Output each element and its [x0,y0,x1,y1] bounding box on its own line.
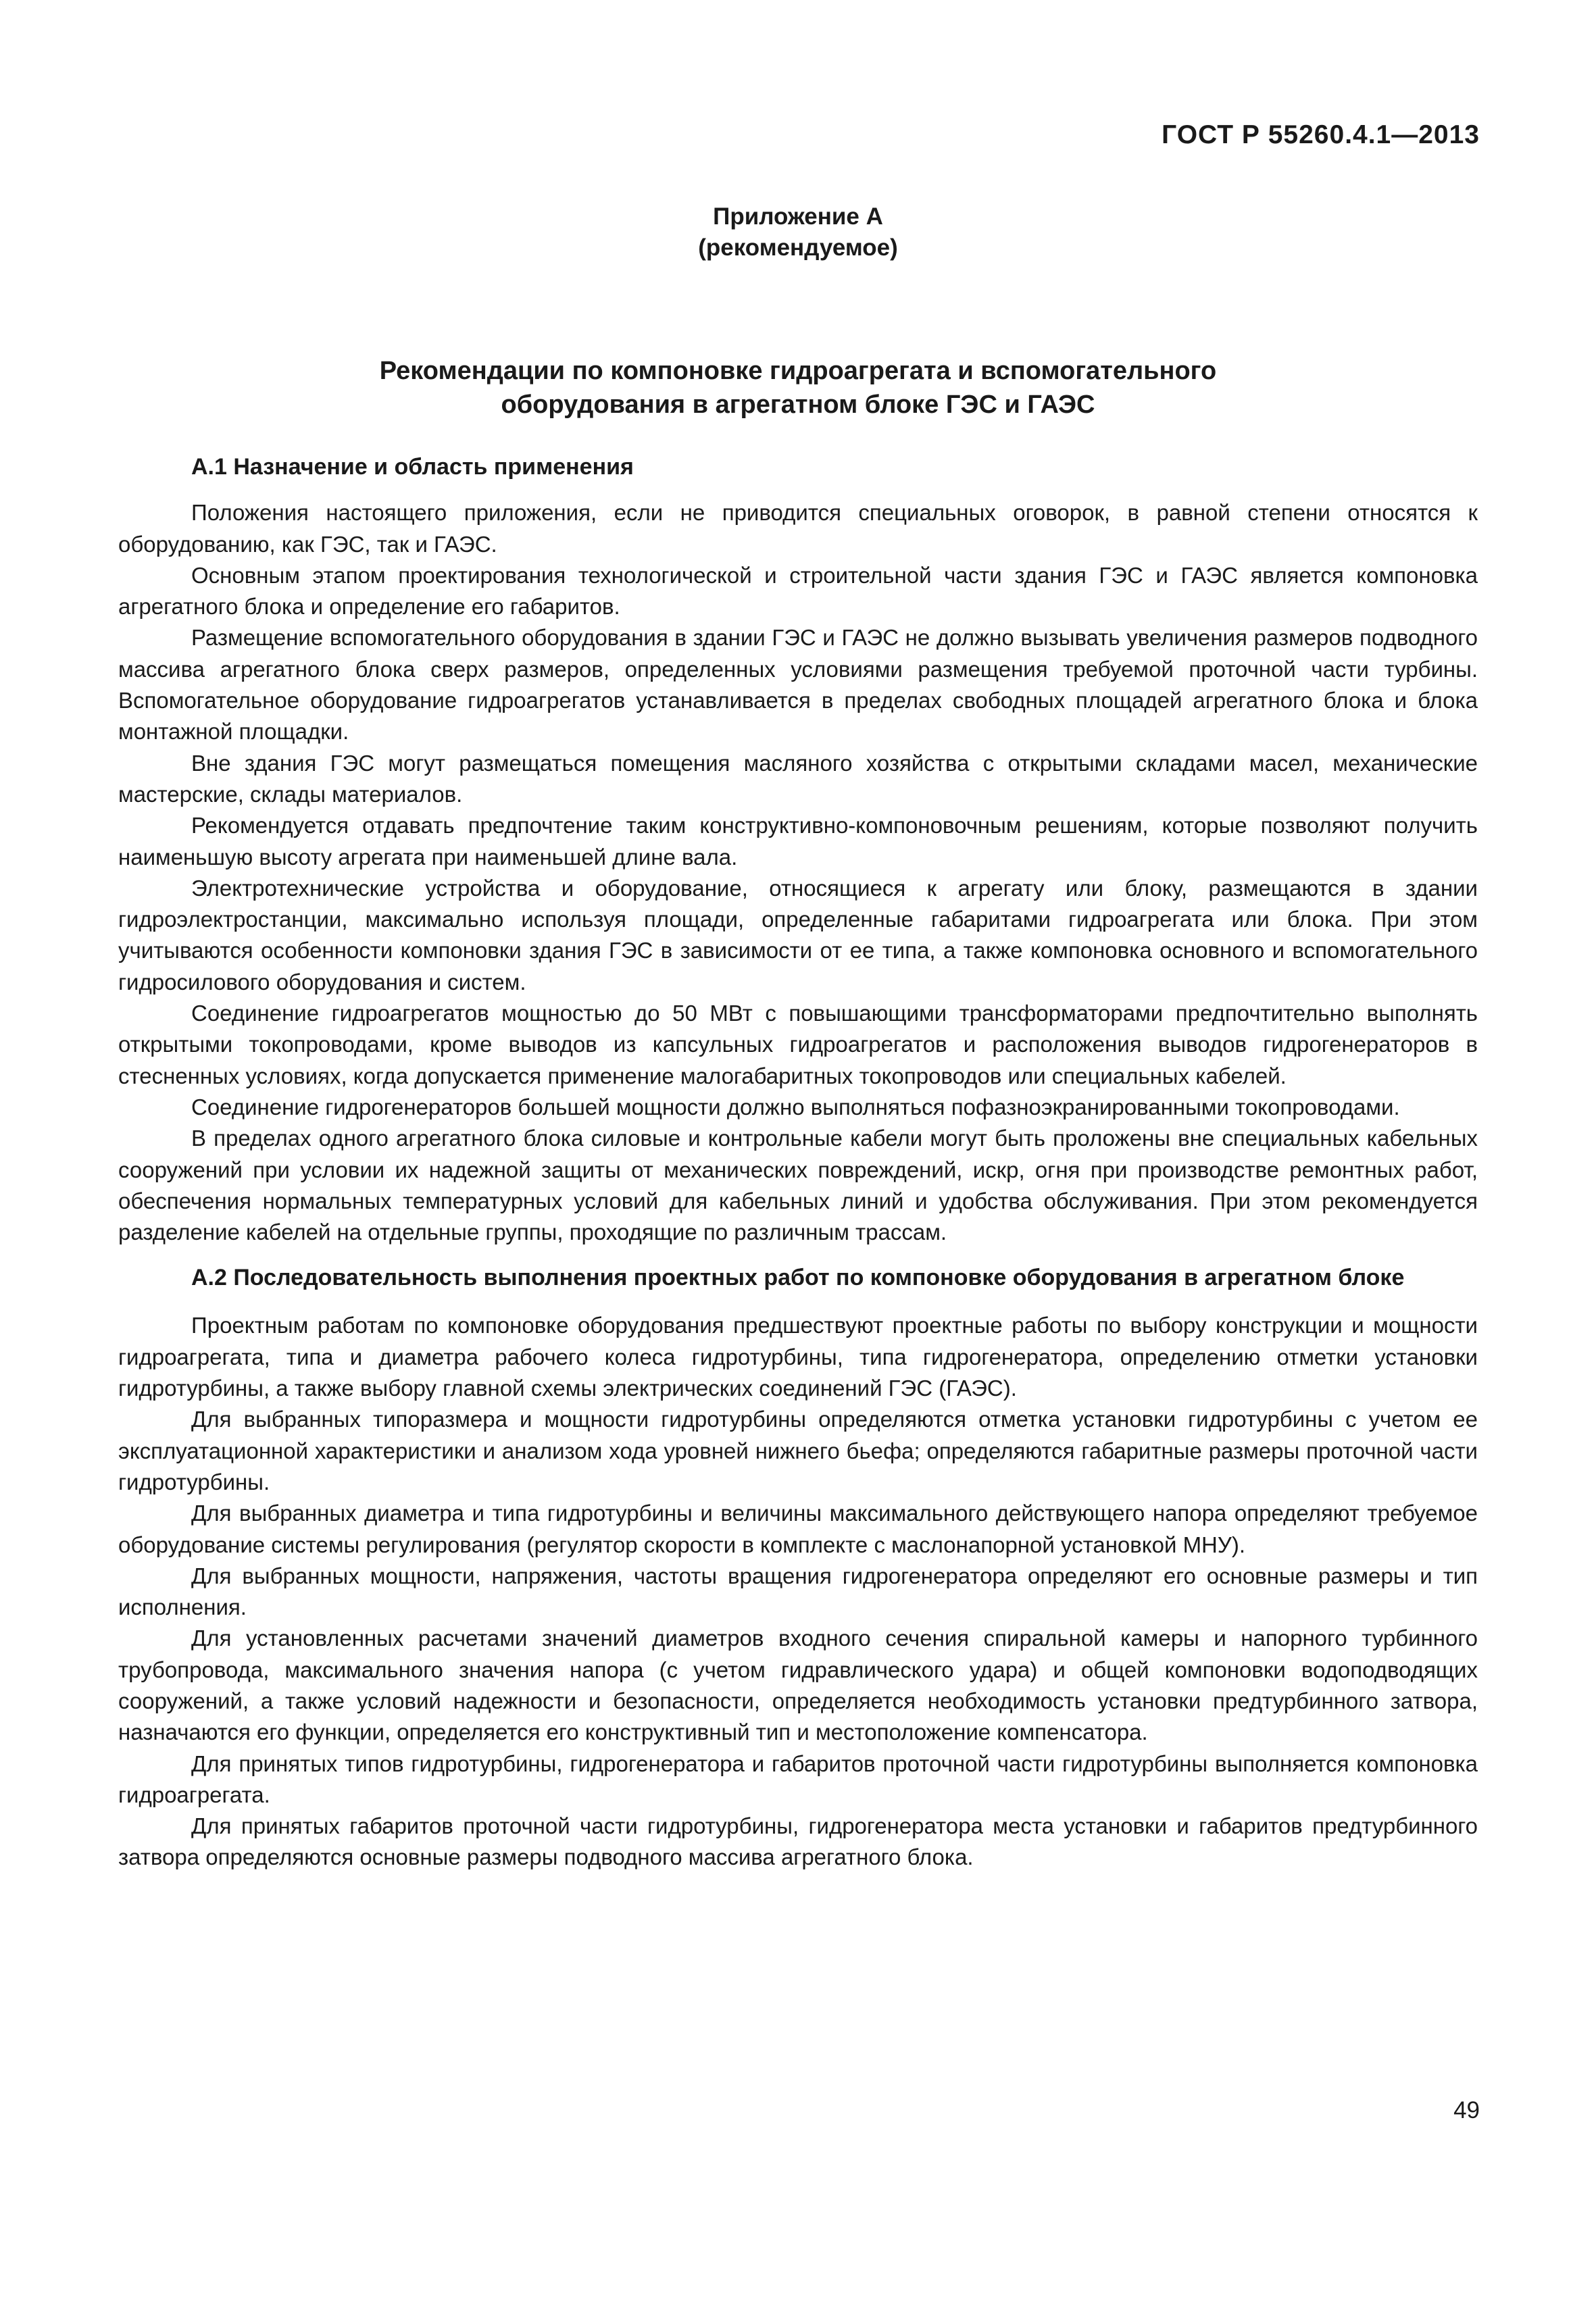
paragraph: Для принятых габаритов проточной части гидротурбины, гидрогенератора места установки и габаритов предтурбинного затвора определяются основные размеры подводного массива агрегатного блока. [118,1813,1478,1870]
paragraph: Проектным работам по компоновке оборудования предшествуют проектные работы по выбору конструкции и мощности гидроагрегата, типа и диаметра рабочего колеса гидротурбины, типа гидрогенератора, определению отметки установки гидротурбины, а также выбору главной схемы электрических соединений ГЭС (ГАЭС). [118,1313,1478,1401]
appendix-label-block [0,201,1596,263]
paragraph: Электротехнические устройства и оборудование, относящиеся к агрегату или блоку, размещаются в здании гидроэлектростанции, максимально используя площади, определенные габаритами гидроагрегата или блока. При этом учитываются особенности компоновки здания ГЭС в зависимости от ее типа, а также компоновка основного и вспомогательного гидросилового оборудования и систем. [118,875,1478,995]
page-title-line-2: оборудования в агрегатном блоке ГЭС и ГАЭС [501,391,1095,419]
page-number: 49 [1453,2097,1480,2123]
paragraph: Соединение гидроагрегатов мощностью до 50 МВт с повышающими трансформаторами предпочтительно выполнять открытыми токопроводами, кроме выводов из капсульных гидроагрегатов и расположения выводов гидрогенераторов в стесненных условиях, когда допускается применение малогабаритных токопроводов или специальных кабелей. [118,1001,1478,1088]
paragraph: Для установленных расчетами значений диаметров входного сечения спиральной камеры и напорного турбинного трубопровода, максимального значения напора (с учетом гидравлического удара) и общей компоновки водоподводящих сооружений, а также условий надежности и безопасности, определяется необходимость установки предтурбинного затвора, назначаются его функции, определяется его конструктивный тип и местоположение компенсатора. [118,1626,1478,1745]
paragraph: Для принятых типов гидротурбины, гидрогенератора и габаритов проточной части гидротурбины выполняется компоновка гидроагрегата. [118,1751,1478,1807]
document-code: ГОСТ Р 55260.4.1—2013 [1162,120,1480,149]
appendix-label: Приложение А [713,203,883,230]
paragraph: Положения настоящего приложения, если не приводится специальных оговорок, в равной степени относятся к оборудованию, как ГЭС, так и ГАЭС. [118,500,1478,557]
page-title [0,354,1596,422]
appendix-status: (рекомендуемое) [698,234,898,261]
section-heading-a1: А.1 Назначение и область применения [191,454,634,480]
paragraph: Для выбранных мощности, напряжения, частоты вращения гидрогенератора определяют его основные размеры и тип исполнения. [118,1563,1478,1620]
paragraph: Вне здания ГЭС могут размещаться помещения масляного хозяйства с открытыми складами масел, механические мастерские, склады материалов. [118,750,1478,807]
page-title-line-1: Рекомендации по компоновке гидроагрегата и вспомогательного [379,357,1217,385]
paragraph: Рекомендуется отдавать предпочтение таким конструктивно-компоновочным решениям, которые позволяют получить наименьшую высоту агрегата при наименьшей длине вала. [118,813,1478,870]
paragraph: Размещение вспомогательного оборудования в здании ГЭС и ГАЭС не должно вызывать увеличения размеров подводного массива агрегатного блока сверх размеров, определенных условиями размещения требуемой проточной части турбины. Вспомогательное оборудование гидроагрегатов устанавливается в пределах свободных площадей агрегатного блока и блока монтажной площадки. [118,625,1478,745]
paragraph: В пределах одного агрегатного блока силовые и контрольные кабели могут быть проложены вне специальных кабельных сооружений при условии их надежной защиты от механических повреждений, искр, огня при производстве ремонтных работ, обеспечения нормальных температурных условий для кабельных линий и удобства обслуживания. При этом рекомендуется разделение кабелей на отдельные группы, проходящие по различным трассам. [118,1126,1478,1245]
section-heading-a2: А.2 Последовательность выполнения проектных работ по компоновке оборудования в агрегатном блоке [191,1265,1405,1291]
paragraph: Соединение гидрогенераторов большей мощности должно выполняться пофазноэкранированными токопроводами. [191,1094,1400,1120]
paragraph: Для выбранных диаметра и типа гидротурбины и величины максимального действующего напора определяют требуемое оборудование системы регулирования (регулятор скорости в комплекте с маслонапорной установкой МНУ). [118,1501,1478,1557]
main-content [118,451,1478,1873]
paragraph: Основным этапом проектирования технологической и строительной части здания ГЭС и ГАЭС является компоновка агрегатного блока и определение его габаритов. [118,562,1478,620]
paragraph: Для выбранных типоразмера и мощности гидротурбины определяются отметка установки гидротурбины с учетом ее эксплуатационной характеристики и анализом хода уровней нижнего бьефа; определяются габаритные размеры проточной части гидротурбины. [118,1407,1478,1494]
